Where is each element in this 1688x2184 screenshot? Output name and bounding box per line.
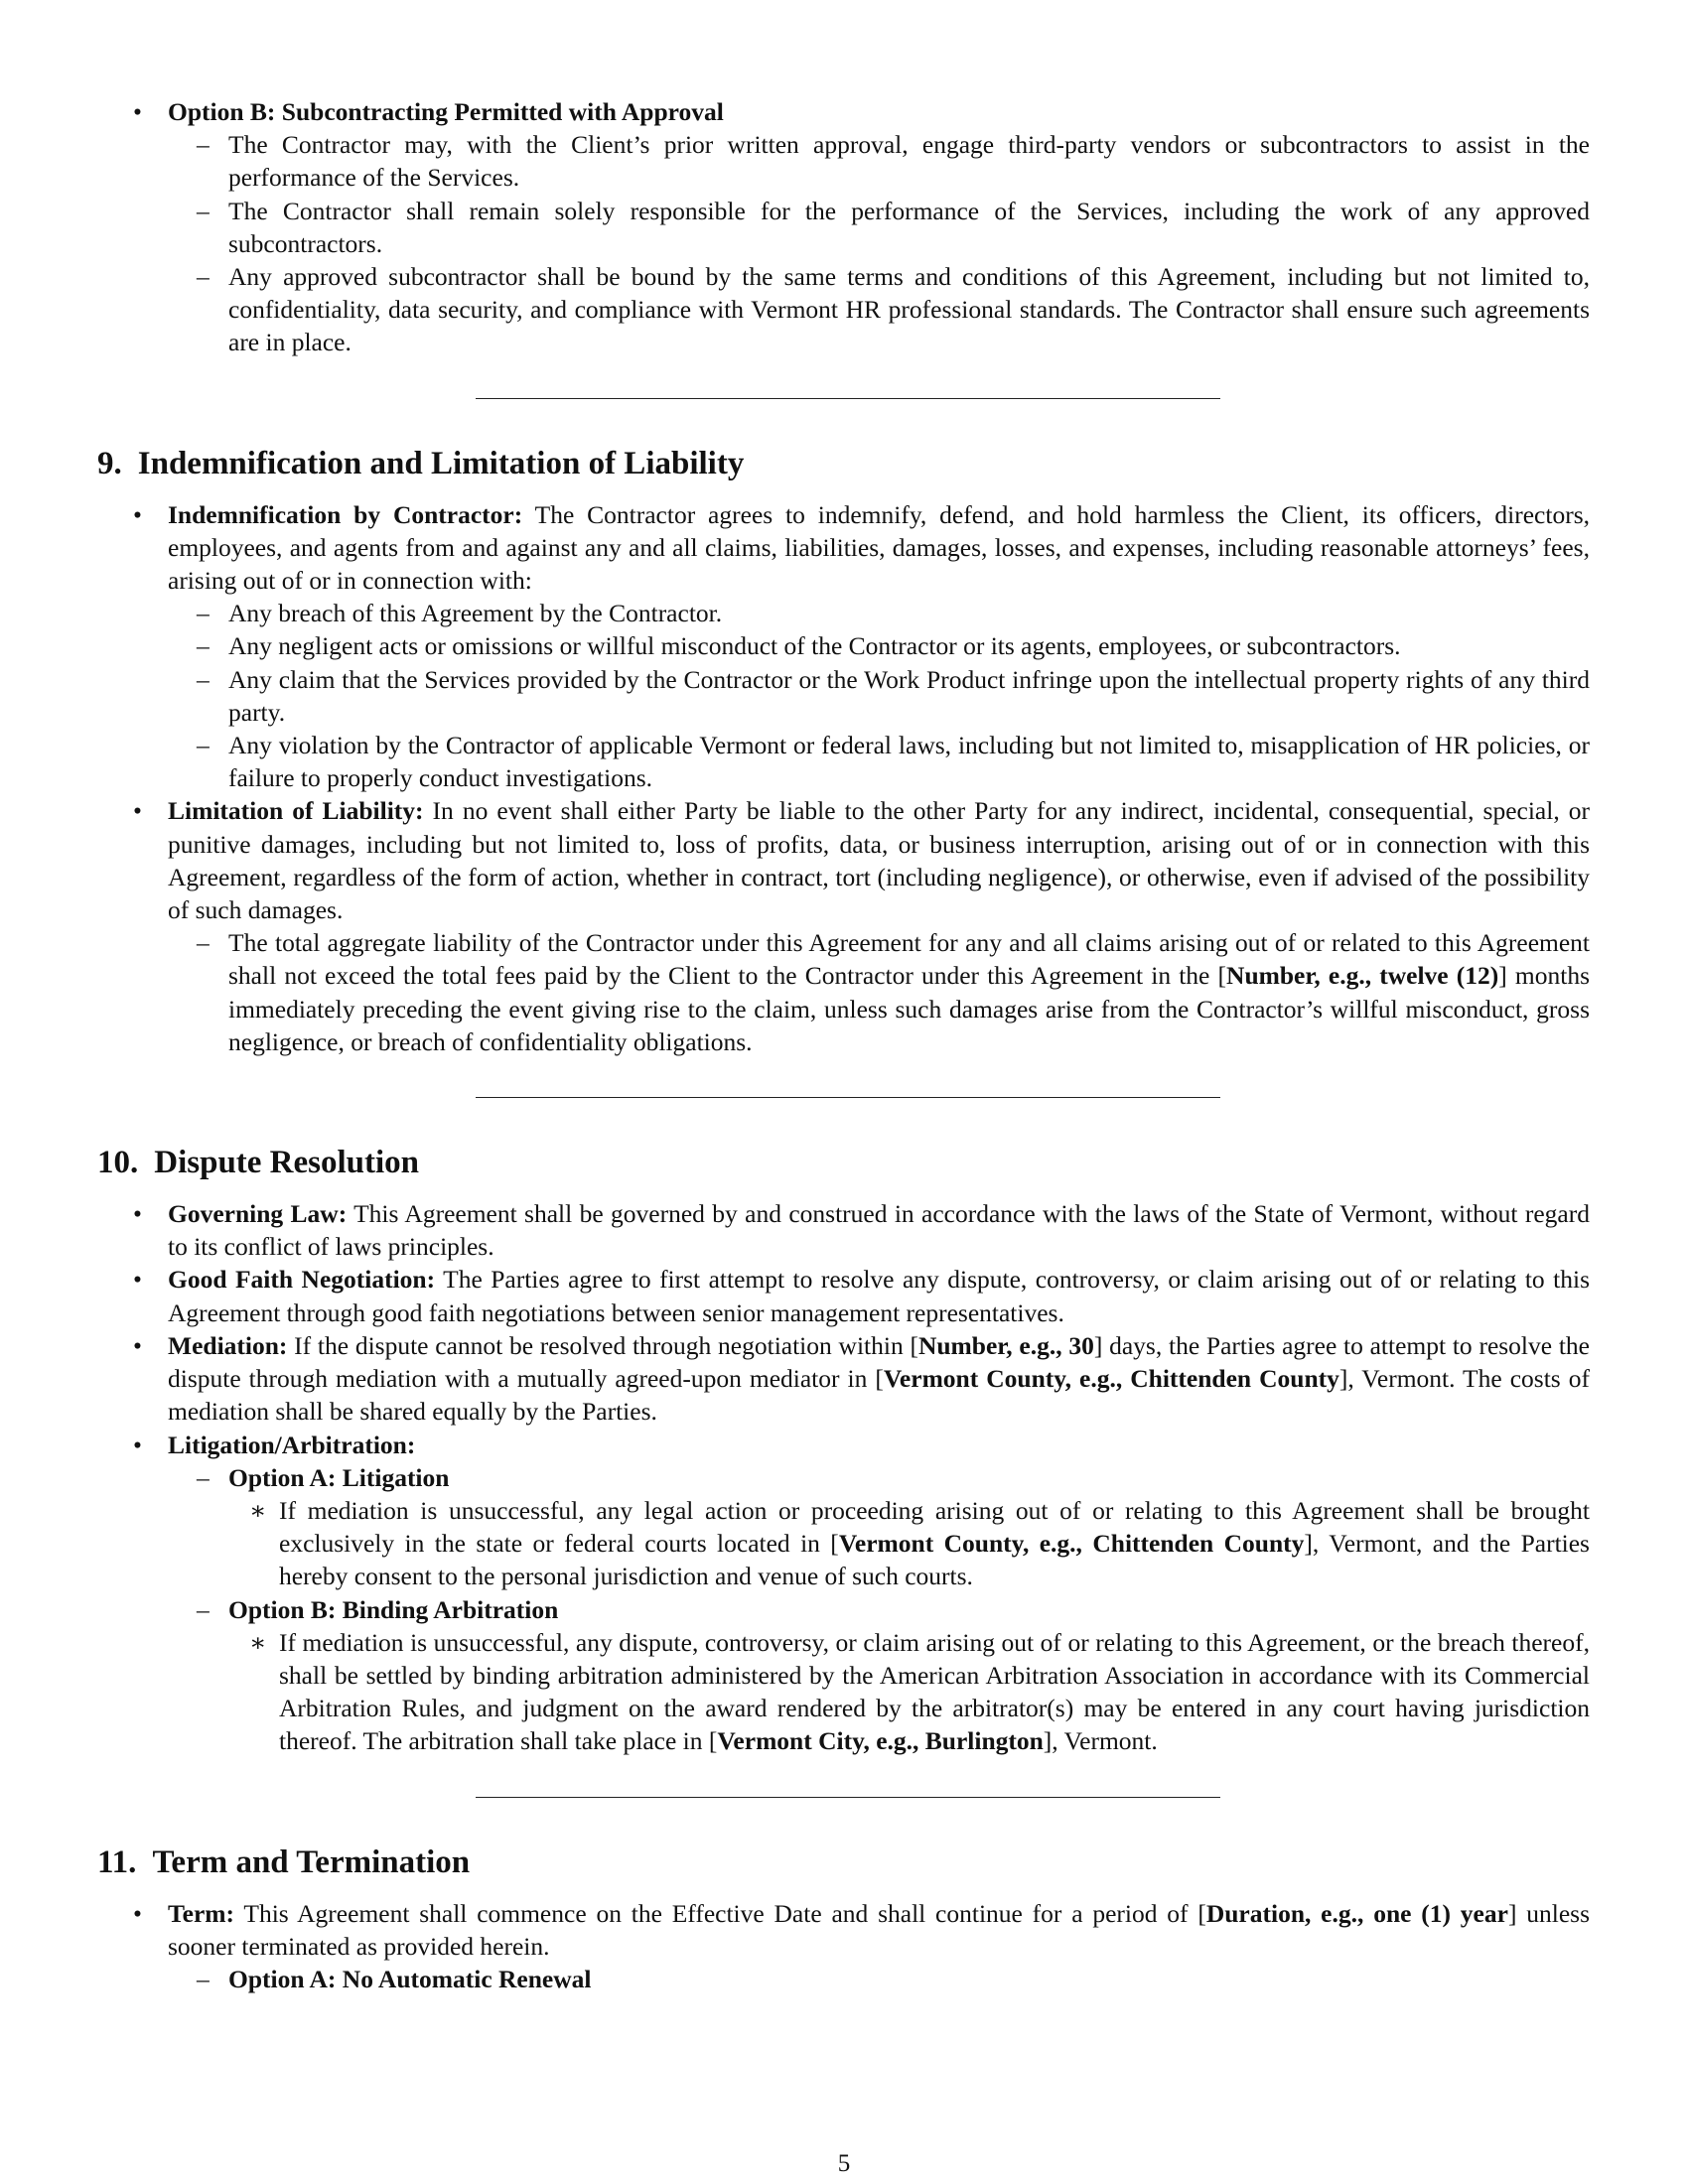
option-a-litigation [97,1461,1590,1593]
text-run: This Agreement shall commence on the Effective Date and shall continue for a period of [ [234,1898,1206,1928]
placeholder-field: Vermont County, e.g., Chittenden County [883,1364,1339,1394]
list-item: – Any negligent acts or omissions or willful misconduct of the Contractor or its agents, employees, or subcontractors. [97,629,1590,662]
section-title: Dispute Resolution [154,1145,420,1181]
litigation-arbitration-label: Litigation/Arbitration: [168,1430,416,1459]
section-10-list [97,1197,1590,1757]
governing-law-text: This Agreement shall be governed by and construed in accordance with the laws of the State of Vermont, without regard to its conflict of laws principles. [168,1199,1590,1262]
section-11-heading [97,1842,1590,1883]
list-item: – The Contractor may, with the Client’s prior written approval, engage third-party vendors or subcontractors to assist in the performance of the Services. [97,128,1590,194]
option-b-title: Option B: Subcontracting Permitted with Approval [168,97,724,126]
good-faith-text: The Parties agree to first attempt to resolve any dispute, controversy, or claim arising out of or relating to this Agreement through good faith negotiations between senior management representatives. [168,1265,1590,1327]
placeholder-field: Number, e.g., 30 [917,1330,1094,1360]
text-run: ] months immediately preceding the event giving rise to the claim, unless such damages arise from the Contractor’s willful misconduct, gross negligence, or breach of confidentiality obligations. [228,961,1590,1056]
option-a-label: Option A: Litigation [228,1462,450,1492]
mediation-item [97,1329,1590,1429]
list-item: – Any breach of this Agreement by the Contractor. [97,597,1590,629]
section-9-list [97,498,1590,1058]
list-item: – Any approved subcontractor shall be bound by the same terms and conditions of this Agreement, including but not limited to, confidentiality, data security, and compliance with Vermont HR professional standards. The Contractor shall ensure such agreements are in place. [97,260,1590,359]
limitation-label: Limitation of Liability: [168,796,424,826]
section-10-heading [97,1142,1590,1183]
text-run: The total aggregate liability of the Contractor under this Agreement for any and all claims arising out of or related to this Agreement shall not exceed the total fees paid by the Client to the Contractor under this Agreement in the [ [228,928,1590,991]
indemnification-item [97,498,1590,795]
option-b-arbitration [97,1593,1590,1758]
page-number: 5 [837,2150,851,2177]
document-page [97,95,1590,1995]
indemnification-label: Indemnification by Contractor: [168,499,523,529]
section-number: 10. [97,1145,139,1181]
text-run: ], Vermont. The costs of mediation shall be shared equally by the Parties. [168,1364,1590,1427]
section-11-list [97,1897,1590,1996]
list-item: – The Contractor shall remain solely responsible for the performance of the Services, including the work of any approved subcontractors. [97,195,1590,260]
placeholder-field: Vermont County, e.g., Chittenden County [838,1529,1305,1559]
text-run: If mediation is unsuccessful, any legal action or proceeding arising out of or relating to this Agreement shall be brought exclusively in the state or federal courts located in [ [279,1495,1590,1559]
option-a-no-renewal [97,1963,1590,1995]
section-divider [476,1097,1220,1098]
text-run: ] unless sooner terminated as provided herein. [168,1898,1590,1961]
text-run: If mediation is unsuccessful, any dispute, controversy, or claim arising out of or relating to this Agreement, or the breach thereof, shall be settled by binding arbitration administered by the American Arbitration Association in accordance with its Commercial Arbitration Rules, and judgment on the award rendered by the arbitrator(s) may be entered in any court having jurisdiction thereof. The arbitration shall take place in [ [279,1627,1590,1756]
list-item [97,1494,1590,1593]
mediation-label: Mediation: [168,1330,288,1360]
governing-law-item [97,1197,1590,1263]
list-item [97,926,1590,1058]
limitation-text: In no event shall either Party be liable to the other Party for any indirect, incidental, consequential, special, or punitive damages, including but not limited to, loss of profits, data, or business interruption, arising out of or in connection with this Agreement, regardless of the form of action, whether in contract, tort (including negligence), or otherwise, even if advised of the possibility of such damages. [168,796,1590,925]
option-b-subcontracting [97,95,1590,359]
section-divider [476,1797,1220,1798]
section-title: Term and Termination [152,1843,471,1880]
litigation-arbitration-item [97,1429,1590,1758]
placeholder-field: Number, e.g., twelve (12) [1226,961,1499,991]
governing-law-label: Governing Law: [168,1199,348,1229]
option-a-label: Option A: No Automatic Renewal [228,1964,592,1993]
section-number: 9. [97,445,122,481]
limitation-item [97,794,1590,1058]
section-title: Indemnification and Limitation of Liability [137,445,745,481]
list-item: – Any claim that the Services provided by the Contractor or the Work Product infringe upon the intellectual property rights of any third party. [97,663,1590,729]
section-number: 11. [97,1843,137,1880]
placeholder-field: Duration, e.g., one (1) year [1205,1898,1508,1928]
text-run: ] days, the Parties agree to attempt to resolve the dispute through mediation with a mutually agreed-upon mediator in [ [168,1330,1590,1394]
text-run: ], Vermont. [1043,1726,1158,1756]
section-9-heading [97,443,1590,484]
good-faith-item [97,1263,1590,1328]
term-item [97,1897,1590,1996]
term-label: Term: [168,1898,235,1928]
list-item [97,1626,1590,1758]
good-faith-label: Good Faith Negotiation: [168,1265,436,1295]
text-run: ], Vermont, and the Parties hereby consent to the personal jurisdiction and venue of such courts. [279,1529,1590,1591]
text-run: If the dispute cannot be resolved through negotiation within [ [287,1330,918,1360]
option-b-label: Option B: Binding Arbitration [228,1594,559,1624]
list-item: – Any violation by the Contractor of applicable Vermont or federal laws, including but not limited to, misapplication of HR policies, or failure to properly conduct investigations. [97,729,1590,794]
section-divider [476,398,1220,399]
section-8-list [97,95,1590,359]
indemnification-text: The Contractor agrees to indemnify, defend, and hold harmless the Client, its officers, directors, employees, and agents from and against any and all claims, liabilities, damages, losses, and expenses, including reasonable attorneys’ fees, arising out of or in connection with: [168,499,1590,596]
placeholder-field: Vermont City, e.g., Burlington [717,1726,1044,1756]
